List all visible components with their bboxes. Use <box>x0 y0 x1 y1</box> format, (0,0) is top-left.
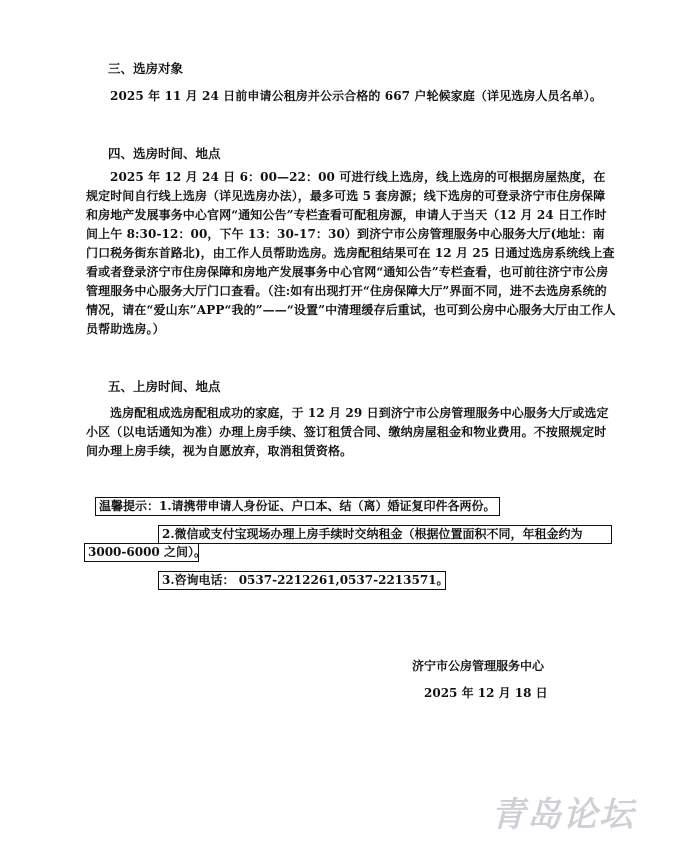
section5-body <box>86 404 616 461</box>
forum-watermark <box>483 788 693 838</box>
section3-body <box>86 87 616 106</box>
svg-text:青岛论坛: 青岛论坛 <box>491 795 635 835</box>
tip-2-line1: 2.微信或支付宝现场办理上房手续时交纳租金（根据位置面积不同，年租金约为 <box>162 527 583 541</box>
tip-2-line2: 3000-6000 之间）。 <box>88 545 206 559</box>
watermark-logo-icon <box>483 788 693 838</box>
section5-text: 选房配租成选房配租成功的家庭，于 12 月 29 日到济宁市公房管理服务中心服务大厅或选定小区（以电话通知为准）办理上房手续、签订租赁合同、缴纳房屋租金和物业费用。不按照规定时间办理上房手续，视为自愿放弃，取消租赁资格。 <box>86 406 609 458</box>
section4-text: 2025 年 12 月 24 日 6：00—22：00 可进行线上选房，线上选房的可根据房屋热度，在规定时间自行线上选房（详见选房办法），最多可选 5 套房源；线下选房的可登录济宁市住房保障和房地产发展事务中心官网“通知公告”专栏查看可配租房源，申请人于当天（12 月 24 日工作时间上午 8:30-12：00，下午 13：30-17：30）到济宁市公房管理服务中心服务大厅(地址：南门口税务街东首路北)，由工作人员帮助选房。选房配租结果可在 12 月 25 日通过选房系统线上查看或者登录济宁市住房保障和房地产发展事务中心官网“通知公告”专栏查看，也可前往济宁市公房管理服务中心服务大厅门口查看。（注:如有出现打开“住房保障大厅”界面不同，进不去选房系统的情况，请在“爱山东”APP“我的”——“设置”中清理缓存后重试，也可到公房中心服务大厅由工作人员帮助选房。） <box>86 170 616 336</box>
section4-heading: 四、选房时间、地点 <box>108 146 221 161</box>
tip-1-box: 温馨提示：1.请携带申请人身份证、户口本、结（离）婚证复印件各两份。 <box>95 497 500 516</box>
section3-text: 2025 年 11 月 24 日前申请公租房并公示合格的 667 户轮候家庭（详见选房人员名单）。 <box>110 89 602 103</box>
section3-heading: 三、选房对象 <box>108 61 184 76</box>
issue-date: 2025 年 12 月 18 日 <box>424 686 548 700</box>
section4-body <box>86 168 616 339</box>
issuer-org: 济宁市公房管理服务中心 <box>412 659 545 673</box>
tip-3-box: 3.咨询电话： 0537-2212261,0537-2213571。 <box>158 571 446 590</box>
section5-heading: 五、上房时间、地点 <box>108 379 221 394</box>
